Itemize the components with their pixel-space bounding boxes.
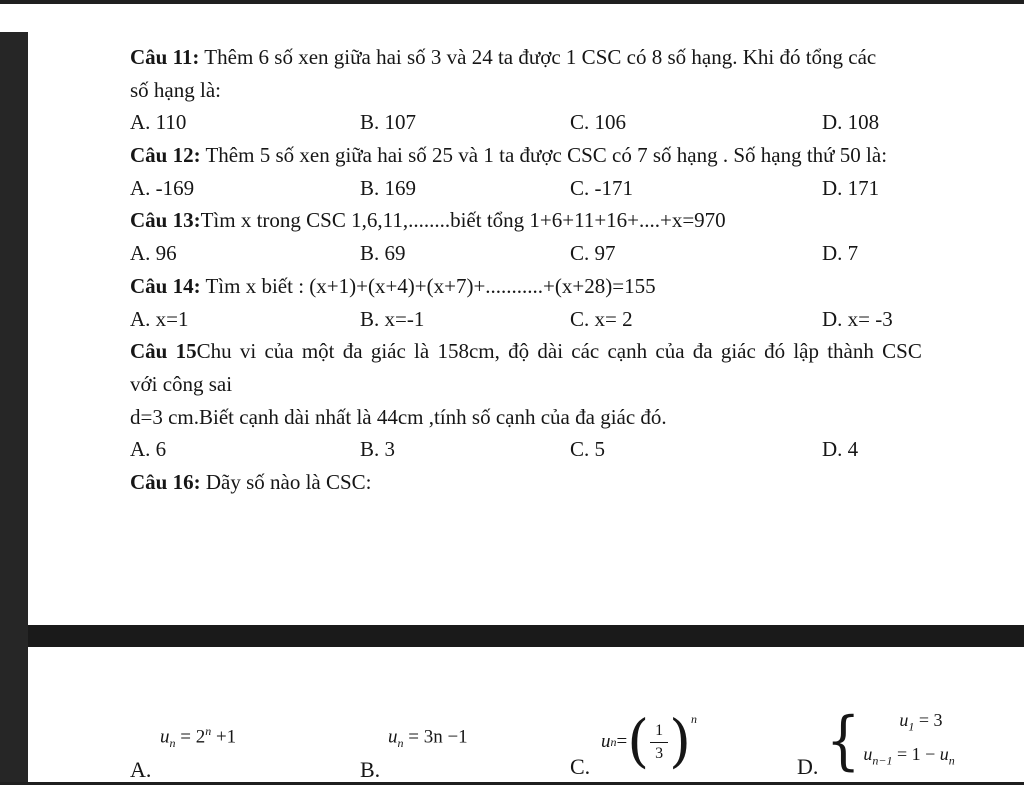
question-14-line1 (130, 270, 1022, 303)
question-13-options (130, 237, 1022, 270)
option-c: C. 97 (570, 241, 616, 266)
option-d: D. 7 (822, 241, 859, 266)
system-line-2: $u_{n-1} = 1 - u_n$ (863, 744, 955, 768)
option-d: D. x= -3 (822, 306, 893, 331)
question-11-line1 (130, 41, 1022, 74)
fraction-one-third: $\frac{1}{3}$ (650, 721, 668, 764)
question-14-label: Câu 14: (130, 273, 201, 298)
question-16-label: Câu 16: (130, 469, 201, 494)
question-14-options (130, 303, 1022, 336)
left-black-bar (0, 32, 28, 785)
question-12-text: Thêm 5 số xen giữa hai số 25 và 1 ta được CSC có 7 số hạng . Số hạng thứ 50 là: (200, 143, 888, 168)
question-12-label: Câu 12: (130, 143, 201, 168)
top-border (0, 0, 1024, 4)
option-c: C. 5 (570, 437, 606, 462)
section-divider-bar (28, 625, 1024, 647)
question-13-label: Câu 13: (130, 208, 201, 233)
answer-d-label: D. (797, 754, 819, 779)
answer-a-label: A. (130, 757, 152, 782)
option-b: B. 107 (360, 110, 417, 135)
answer-b-label: B. (360, 757, 381, 782)
option-a: A. -169 (130, 175, 195, 200)
close-paren: ) (669, 708, 691, 775)
system-line-1: $u_1 = 3$ (899, 710, 943, 734)
question-15-label: Câu 15 (130, 339, 197, 364)
option-d: D. 4 (822, 437, 859, 462)
question-15-line2: với công sai (130, 371, 233, 396)
option-c: C. -171 (570, 175, 633, 200)
question-15-text: Chu vi của một đa giác là 158cm, độ dài các cạnh của đa giác đó lập thành CSC (196, 339, 922, 364)
option-d: D. 108 (822, 110, 880, 135)
answer-c-label: C. (570, 754, 591, 779)
question-11-text: Thêm 6 số xen giữa hai số 3 và 24 ta được 1 CSC có 8 số hạng. Khi đó tổng các (199, 45, 877, 69)
option-d: D. 171 (822, 175, 880, 200)
question-13-text: Tìm x trong CSC 1,6,11,........biết tổng 1+6+11+16+....+x=970 (200, 208, 726, 233)
answer-d-system (826, 702, 955, 780)
system-brace: { (826, 702, 861, 778)
question-15-line1 (130, 335, 1022, 368)
answer-b-formula: $u_n = 3n -1$ (388, 726, 468, 751)
question-16-text: Dãy số nào là CSC: (200, 469, 372, 494)
option-c: C. 106 (570, 110, 627, 135)
option-c: C. x= 2 (570, 306, 633, 331)
option-a: A. 6 (130, 437, 167, 462)
question-15-line3: d=3 cm.Biết cạnh dài nhất là 44cm ,tính số cạnh của đa giác đó. (130, 404, 667, 429)
answer-a-formula: $u_n = 2^n +1$ (160, 724, 237, 751)
open-paren: ( (627, 708, 650, 775)
exponent: n (690, 712, 697, 726)
option-b: B. 69 (360, 241, 406, 266)
option-a: A. 96 (130, 241, 177, 266)
question-11-label: Câu 11: (130, 45, 200, 69)
option-b: B. 169 (360, 175, 417, 200)
question-14-text: Tìm x biết : (x+1)+(x+4)+(x+7)+...........+(x+28)=155 (200, 273, 656, 298)
question-13-line1 (130, 204, 1022, 237)
option-a: A. x=1 (130, 306, 189, 331)
quiz-text-block (130, 41, 1022, 499)
question-12-line1 (130, 139, 1022, 172)
question-16-line1 (130, 466, 1022, 499)
question-11-options (130, 106, 1022, 139)
question-12-options (130, 172, 1022, 205)
answer-c-formula: u n = ( $\frac{1}{3}$ ) n (601, 708, 697, 775)
question-11-line2: số hạng là: (130, 77, 221, 102)
option-b: B. 3 (360, 437, 396, 462)
question-15-options (130, 433, 1022, 466)
option-b: B. x=-1 (360, 306, 425, 331)
option-a: A. 110 (130, 110, 187, 135)
